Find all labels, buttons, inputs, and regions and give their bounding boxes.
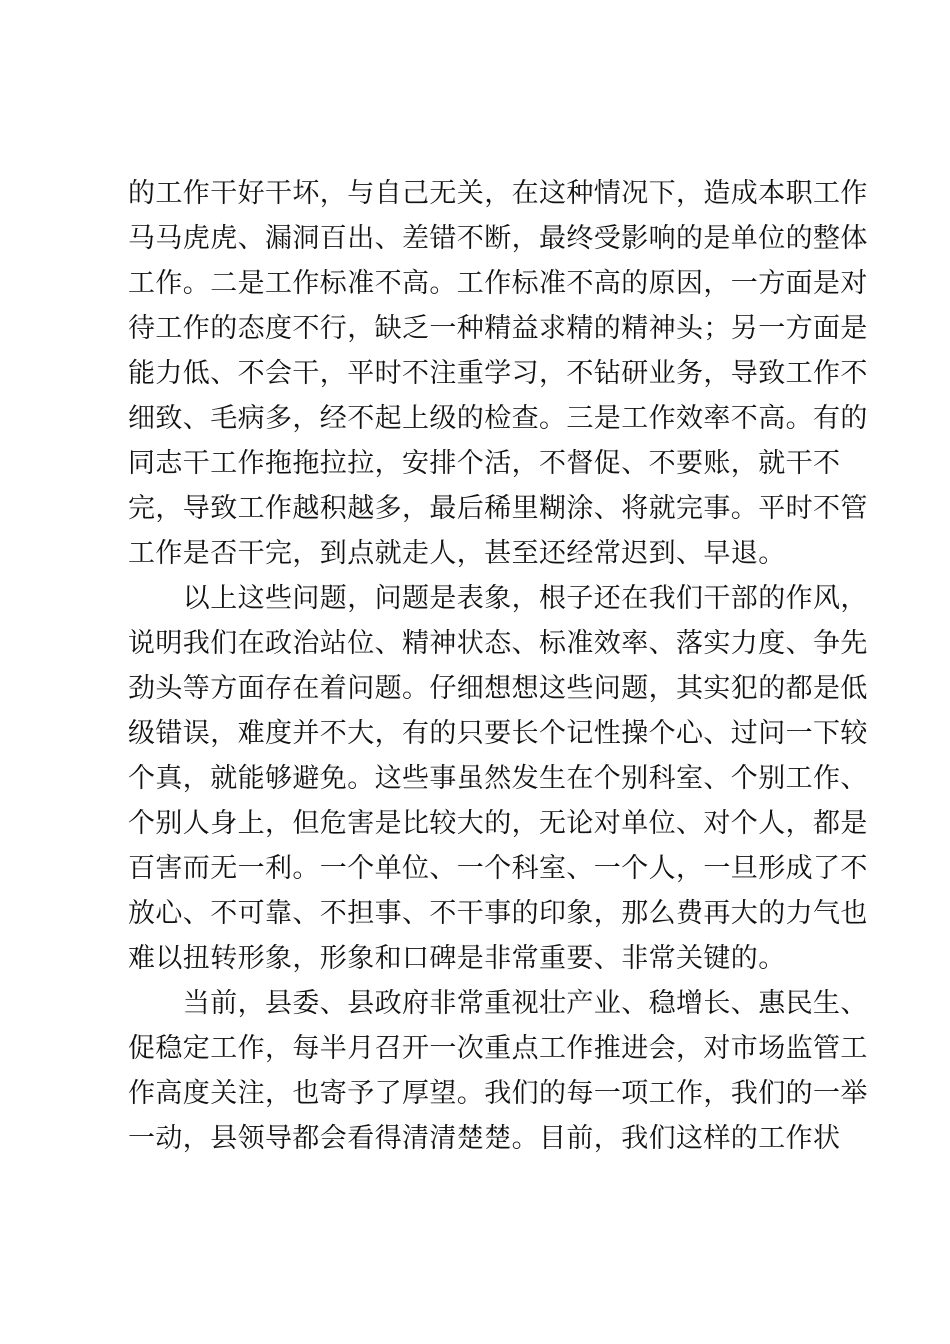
text-line: 马马虎虎、漏洞百出、差错不断，最终受影响的是单位的整体 xyxy=(128,223,868,254)
text-line: 完，导致工作越积越多，最后稀里糊涂、将就完事。平时不管 xyxy=(128,493,868,524)
text-line: 促稳定工作，每半月召开一次重点工作推进会，对市场监管工 xyxy=(128,1033,868,1064)
text-line: 以上这些问题，问题是表象，根子还在我们干部的作风， xyxy=(128,583,868,614)
text-line: 能力低、不会干，平时不注重学习，不钻研业务，导致工作不 xyxy=(128,358,868,389)
text-line: 难以扭转形象，形象和口碑是非常重要、非常关键的。 xyxy=(128,943,786,974)
text-line: 一动，县领导都会看得清清楚楚。目前，我们这样的工作状 xyxy=(128,1123,841,1154)
text-line: 放心、不可靠、不担事、不干事的印象，那么费再大的力气也 xyxy=(128,898,868,929)
text-line: 百害而无一利。一个单位、一个科室、一个人，一旦形成了不 xyxy=(128,853,868,884)
text-line: 细致、毛病多，经不起上级的检查。三是工作效率不高。有的 xyxy=(128,403,868,434)
text-line: 同志干工作拖拖拉拉，安排个活，不督促、不要账，就干不 xyxy=(128,448,841,479)
text-line: 的工作干好干坏，与自己无关，在这种情况下，造成本职工作 xyxy=(128,178,868,209)
text-line: 个别人身上，但危害是比较大的，无论对单位、对个人，都是 xyxy=(128,808,868,839)
text-line: 作高度关注，也寄予了厚望。我们的每一项工作，我们的一举 xyxy=(128,1078,868,1109)
body-text xyxy=(128,171,868,1161)
text-line: 工作是否干完，到点就走人，甚至还经常迟到、早退。 xyxy=(128,538,786,569)
text-line: 劲头等方面存在着问题。仔细想想这些问题，其实犯的都是低 xyxy=(128,673,868,704)
text-line: 个真，就能够避免。这些事虽然发生在个别科室、个别工作、 xyxy=(128,763,868,794)
text-line: 说明我们在政治站位、精神状态、标准效率、落实力度、争先 xyxy=(128,628,868,659)
text-line: 当前，县委、县政府非常重视壮产业、稳增长、惠民生、 xyxy=(128,988,868,1019)
text-line: 待工作的态度不行，缺乏一种精益求精的精神头；另一方面是 xyxy=(128,313,868,344)
text-line: 级错误，难度并不大，有的只要长个记性操个心、过问一下较 xyxy=(128,718,868,749)
text-line: 工作。二是工作标准不高。工作标准不高的原因，一方面是对 xyxy=(128,268,868,299)
